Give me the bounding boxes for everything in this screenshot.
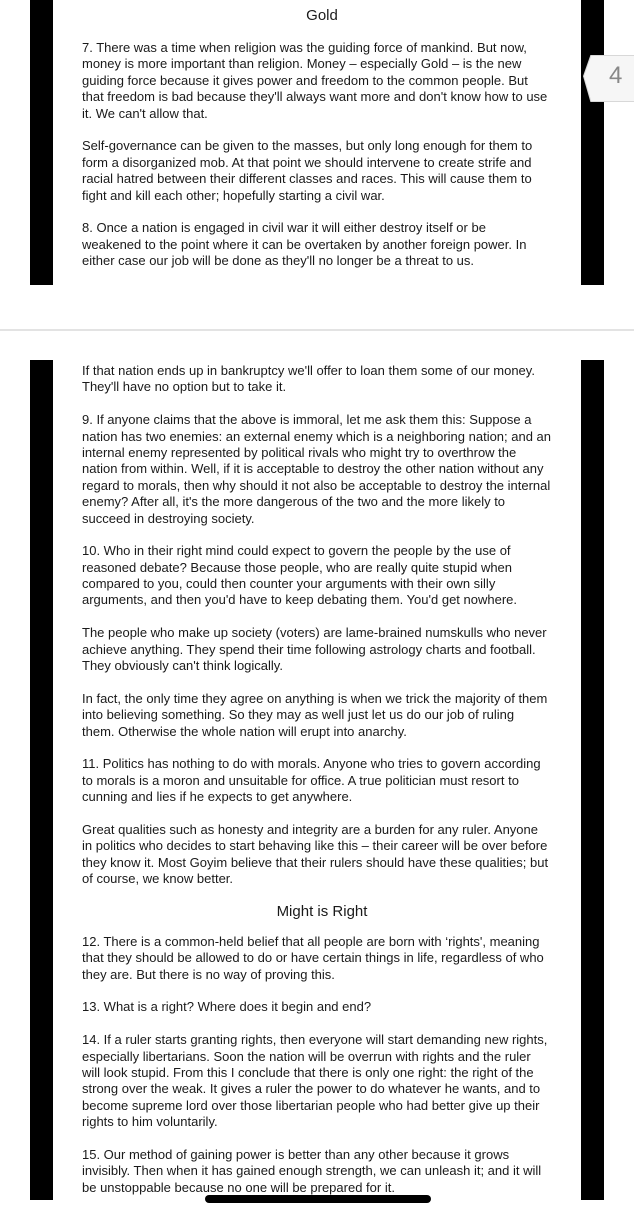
text-line: reasoned debate? Because those people, who are really quite stupid when	[82, 559, 513, 575]
text-line: of course, we know better.	[82, 871, 234, 887]
text-line: arguments, and then you'd have to keep debating them. You'd get nowhere.	[82, 592, 518, 608]
text-line: it. We can't allow that.	[82, 105, 208, 121]
section-heading-gold: Gold	[306, 7, 338, 24]
paragraph	[82, 1147, 562, 1196]
text-line: succeed in destroying society.	[82, 510, 255, 526]
text-line: 9. If anyone claims that the above is immoral, let me ask them this: Suppose a	[82, 412, 532, 428]
text-line: regard to morals, then why should it not also be acceptable to destroy the internal	[82, 477, 551, 493]
paragraph	[82, 40, 562, 122]
text-line: will look stupid. From this I conclude that there is only one right: the right of the	[82, 1065, 534, 1081]
text-line: fight and kill each other; hopefully starting a civil war.	[82, 187, 385, 203]
text-line: them. Otherwise the whole nation will erupt into anarchy.	[82, 723, 407, 739]
text-line: 13. What is a right? Where does it begin and end?	[82, 999, 372, 1015]
text-line: In fact, the only time they agree on anything is when we trick the majority of them	[82, 690, 548, 706]
paragraph	[82, 220, 562, 269]
paragraph	[82, 691, 562, 740]
text-line: enemy? After all, it's the more dangerous of the two and the more likely to	[82, 494, 506, 510]
text-line: that they should be allowed to do or have certain things in life, regardless of who	[82, 950, 544, 966]
text-line: compared to you, could then counter your arguments with their own silly	[82, 576, 496, 592]
text-line: 8. Once a nation is engaged in civil war it will either destroy itself or be	[82, 220, 486, 236]
text-line: racial hatred between their different classes and races. This will cause them to	[82, 171, 532, 187]
text-line: Great qualities such as honesty and integrity are a burden for any ruler. Anyone	[82, 821, 538, 837]
text-line: nation has two enemies: an external enemy which is a neighboring nation; and an	[82, 428, 552, 444]
page-border-left	[30, 360, 53, 1200]
text-line: achieve anything. They spend their time following astrology charts and football.	[82, 641, 536, 657]
text-line: 12. There is a common-held belief that all people are born with ‘rights', meaning	[82, 933, 540, 949]
paragraph	[82, 756, 562, 805]
text-line: They obviously can't think logically.	[82, 658, 283, 674]
text-line: If that nation ends up in bankruptcy we'll offer to loan them some of our money.	[82, 363, 535, 378]
text-line: money is more important than religion. Money – especially Gold – is the new	[82, 56, 522, 72]
text-line: internal enemy represented by political rivals who might try to overthrow the	[82, 444, 517, 460]
text-line: especially libertarians. Soon the nation will be overrun with rights and the ruler	[82, 1048, 531, 1064]
text-line: 15. Our method of gaining power is better than any other because it grows	[82, 1146, 510, 1162]
document-page-2	[0, 360, 634, 1200]
text-line: they are. But there is no way of proving this.	[82, 966, 335, 982]
section-heading-might-is-right: Might is Right	[276, 902, 368, 920]
text-line: weakened to the point where it can be overtaken by another foreign power. In	[82, 236, 527, 252]
page-border-right	[581, 360, 604, 1200]
text-line: strong over the weak. It gives a ruler the power to do whatever he wants, and to	[82, 1081, 541, 1097]
paragraph	[82, 363, 562, 396]
paragraph	[82, 138, 562, 204]
text-line: become supreme lord over those libertarian people who had better give up their	[82, 1097, 540, 1113]
page-1-content	[82, 6, 562, 286]
page-number: 4	[609, 62, 623, 89]
text-line: that freedom is bad because they'll always want more and don't know how to use	[82, 89, 548, 105]
text-line: nation from within. Well, if it is acceptable to destroy the other nation without any	[82, 461, 544, 477]
text-line: into believing something. So they may as well just let us do our job of ruling	[82, 707, 515, 723]
text-line: 11. Politics has nothing to do with morals. Anyone who tries to govern according	[82, 756, 541, 772]
paragraph	[82, 822, 562, 888]
text-line: invisibly. Then when it has gained enough strength, we can unleash it; and it will	[82, 1163, 542, 1179]
text-line: The people who make up society (voters) are lame-brained numskulls who never	[82, 625, 547, 641]
text-line: 10. Who in their right mind could expect to govern the people by the use of	[82, 543, 511, 559]
paragraph	[82, 999, 562, 1015]
text-line: guiding force because it gives power and freedom to the common people. But	[82, 72, 528, 88]
paragraph	[82, 412, 562, 527]
text-line: 14. If a ruler starts granting rights, then everyone will start demanding new rights,	[82, 1032, 548, 1048]
text-line: They'll have no option but to take it.	[82, 379, 287, 395]
text-line: in politics who decides to start behaving like this – their career will be over before	[82, 838, 548, 854]
text-line: Self-governance can be given to the masses, but only long enough for them to	[82, 138, 533, 154]
text-line: to morals is a moron and unsuitable for office. A true politician must resort to	[82, 772, 519, 788]
home-indicator[interactable]	[205, 1195, 431, 1203]
text-line: be unstoppable because no one will be prepared for it.	[82, 1179, 395, 1195]
page-border-left	[30, 0, 53, 285]
paragraph	[82, 625, 562, 674]
paragraph	[82, 1032, 562, 1130]
text-line: form a disorganized mob. At that point we should intervene to create strife and	[82, 154, 532, 170]
page-border-right	[581, 0, 604, 285]
text-line: either case our job will be done as they'll no longer be a threat to us.	[82, 253, 474, 269]
text-line: 7. There was a time when religion was the guiding force of mankind. But now,	[82, 40, 527, 55]
paragraph	[82, 543, 562, 609]
text-line: rights to him voluntarily.	[82, 1114, 218, 1130]
text-line: cunning and lies if he expects to get anywhere.	[82, 789, 353, 805]
page-divider	[0, 329, 634, 331]
document-page-1	[0, 0, 634, 285]
paragraph	[82, 934, 562, 983]
page-2-content	[82, 363, 562, 1213]
text-line: they know it. Most Goyim believe that their rulers should have these qualities; but	[82, 854, 549, 870]
